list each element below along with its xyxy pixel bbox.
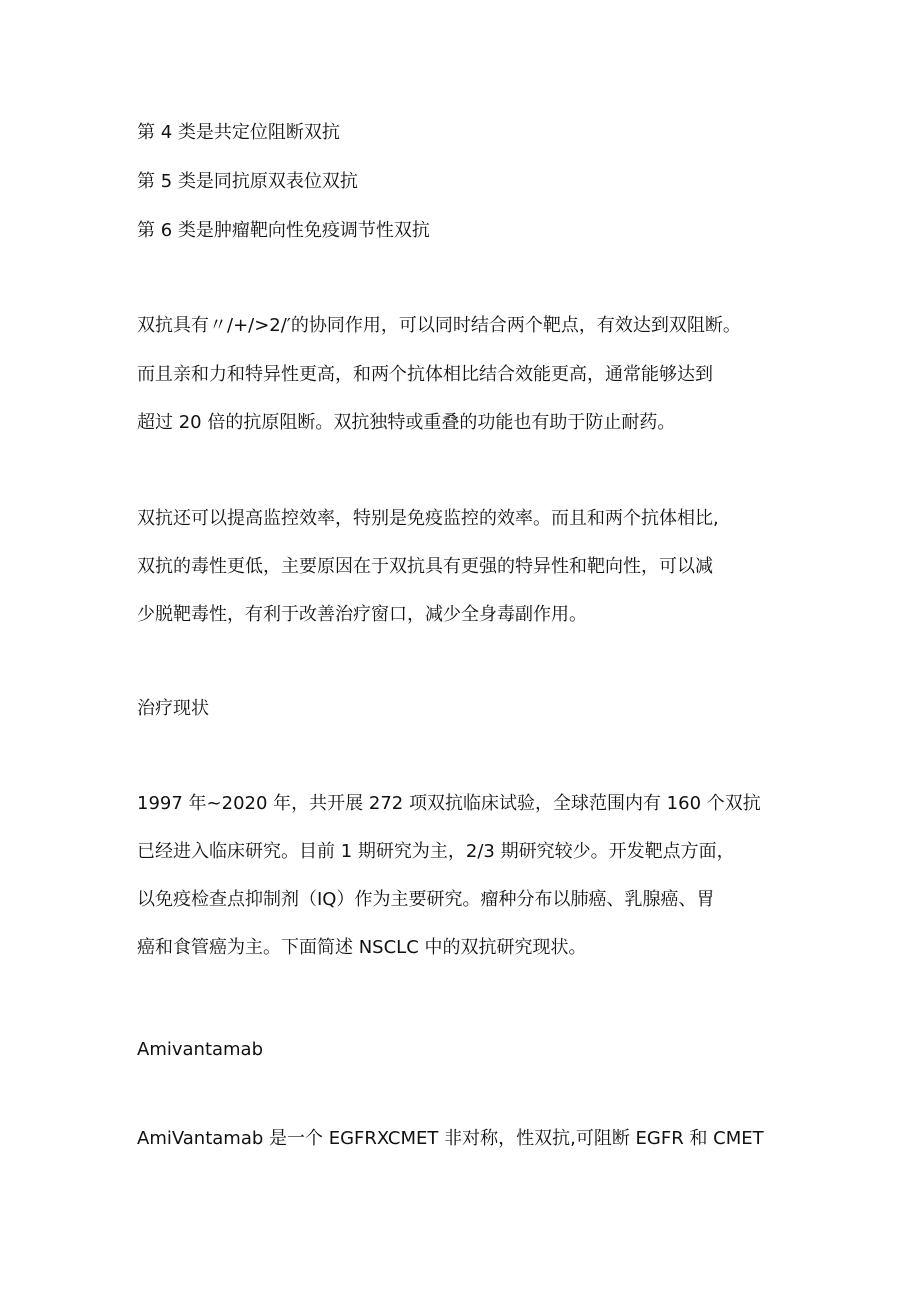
paragraph-line: 超过 20 倍的抗原阻断。双抗独特或重叠的功能也有助于防止耐药。	[137, 412, 676, 433]
category-line: 第 5 类是同抗原双表位双抗	[137, 171, 358, 192]
section-heading: 治疗现状	[137, 698, 209, 719]
paragraph-line: 双抗具有〃/+/>2/′的协同作用，可以同时结合两个靶点，有效达到双阻断。	[137, 315, 741, 336]
paragraph-line: 而且亲和力和特异性更高，和两个抗体相比结合效能更高，通常能够达到	[137, 364, 713, 385]
paragraph-line: 双抗的毒性更低，主要原因在于双抗具有更强的特异性和靶向性，可以减	[137, 556, 713, 577]
paragraph-line: AmiVantamab 是一个 EGFRXCMET 非对称，性双抗,可阻断 EGFR 和 CMET	[137, 1128, 764, 1149]
category-line: 第 4 类是共定位阻断双抗	[137, 122, 340, 143]
paragraph-line: 以免疫检查点抑制剂（IQ）作为主要研究。瘤种分布以肺癌、乳腺癌、胃	[137, 889, 715, 910]
section-heading: Amivantamab	[137, 1039, 264, 1060]
paragraph-line: 已经进入临床研究。目前 1 期研究为主，2/3 期研究较少。开发靶点方面，	[137, 841, 735, 862]
paragraph-line: 双抗还可以提高监控效率，特别是免疫监控的效率。而且和两个抗体相比,	[137, 508, 719, 529]
paragraph-line: 癌和食管癌为主。下面简述 NSCLC 中的双抗研究现状。	[137, 937, 587, 958]
paragraph-line: 少脱靶毒性，有利于改善治疗窗口，减少全身毒副作用。	[137, 604, 587, 625]
category-line: 第 6 类是肿瘤靶向性免疫调节性双抗	[137, 220, 430, 241]
paragraph-line: 1997 年~2020 年，共开展 272 项双抗临床试验，全球范围内有 160 个双抗	[137, 793, 761, 814]
